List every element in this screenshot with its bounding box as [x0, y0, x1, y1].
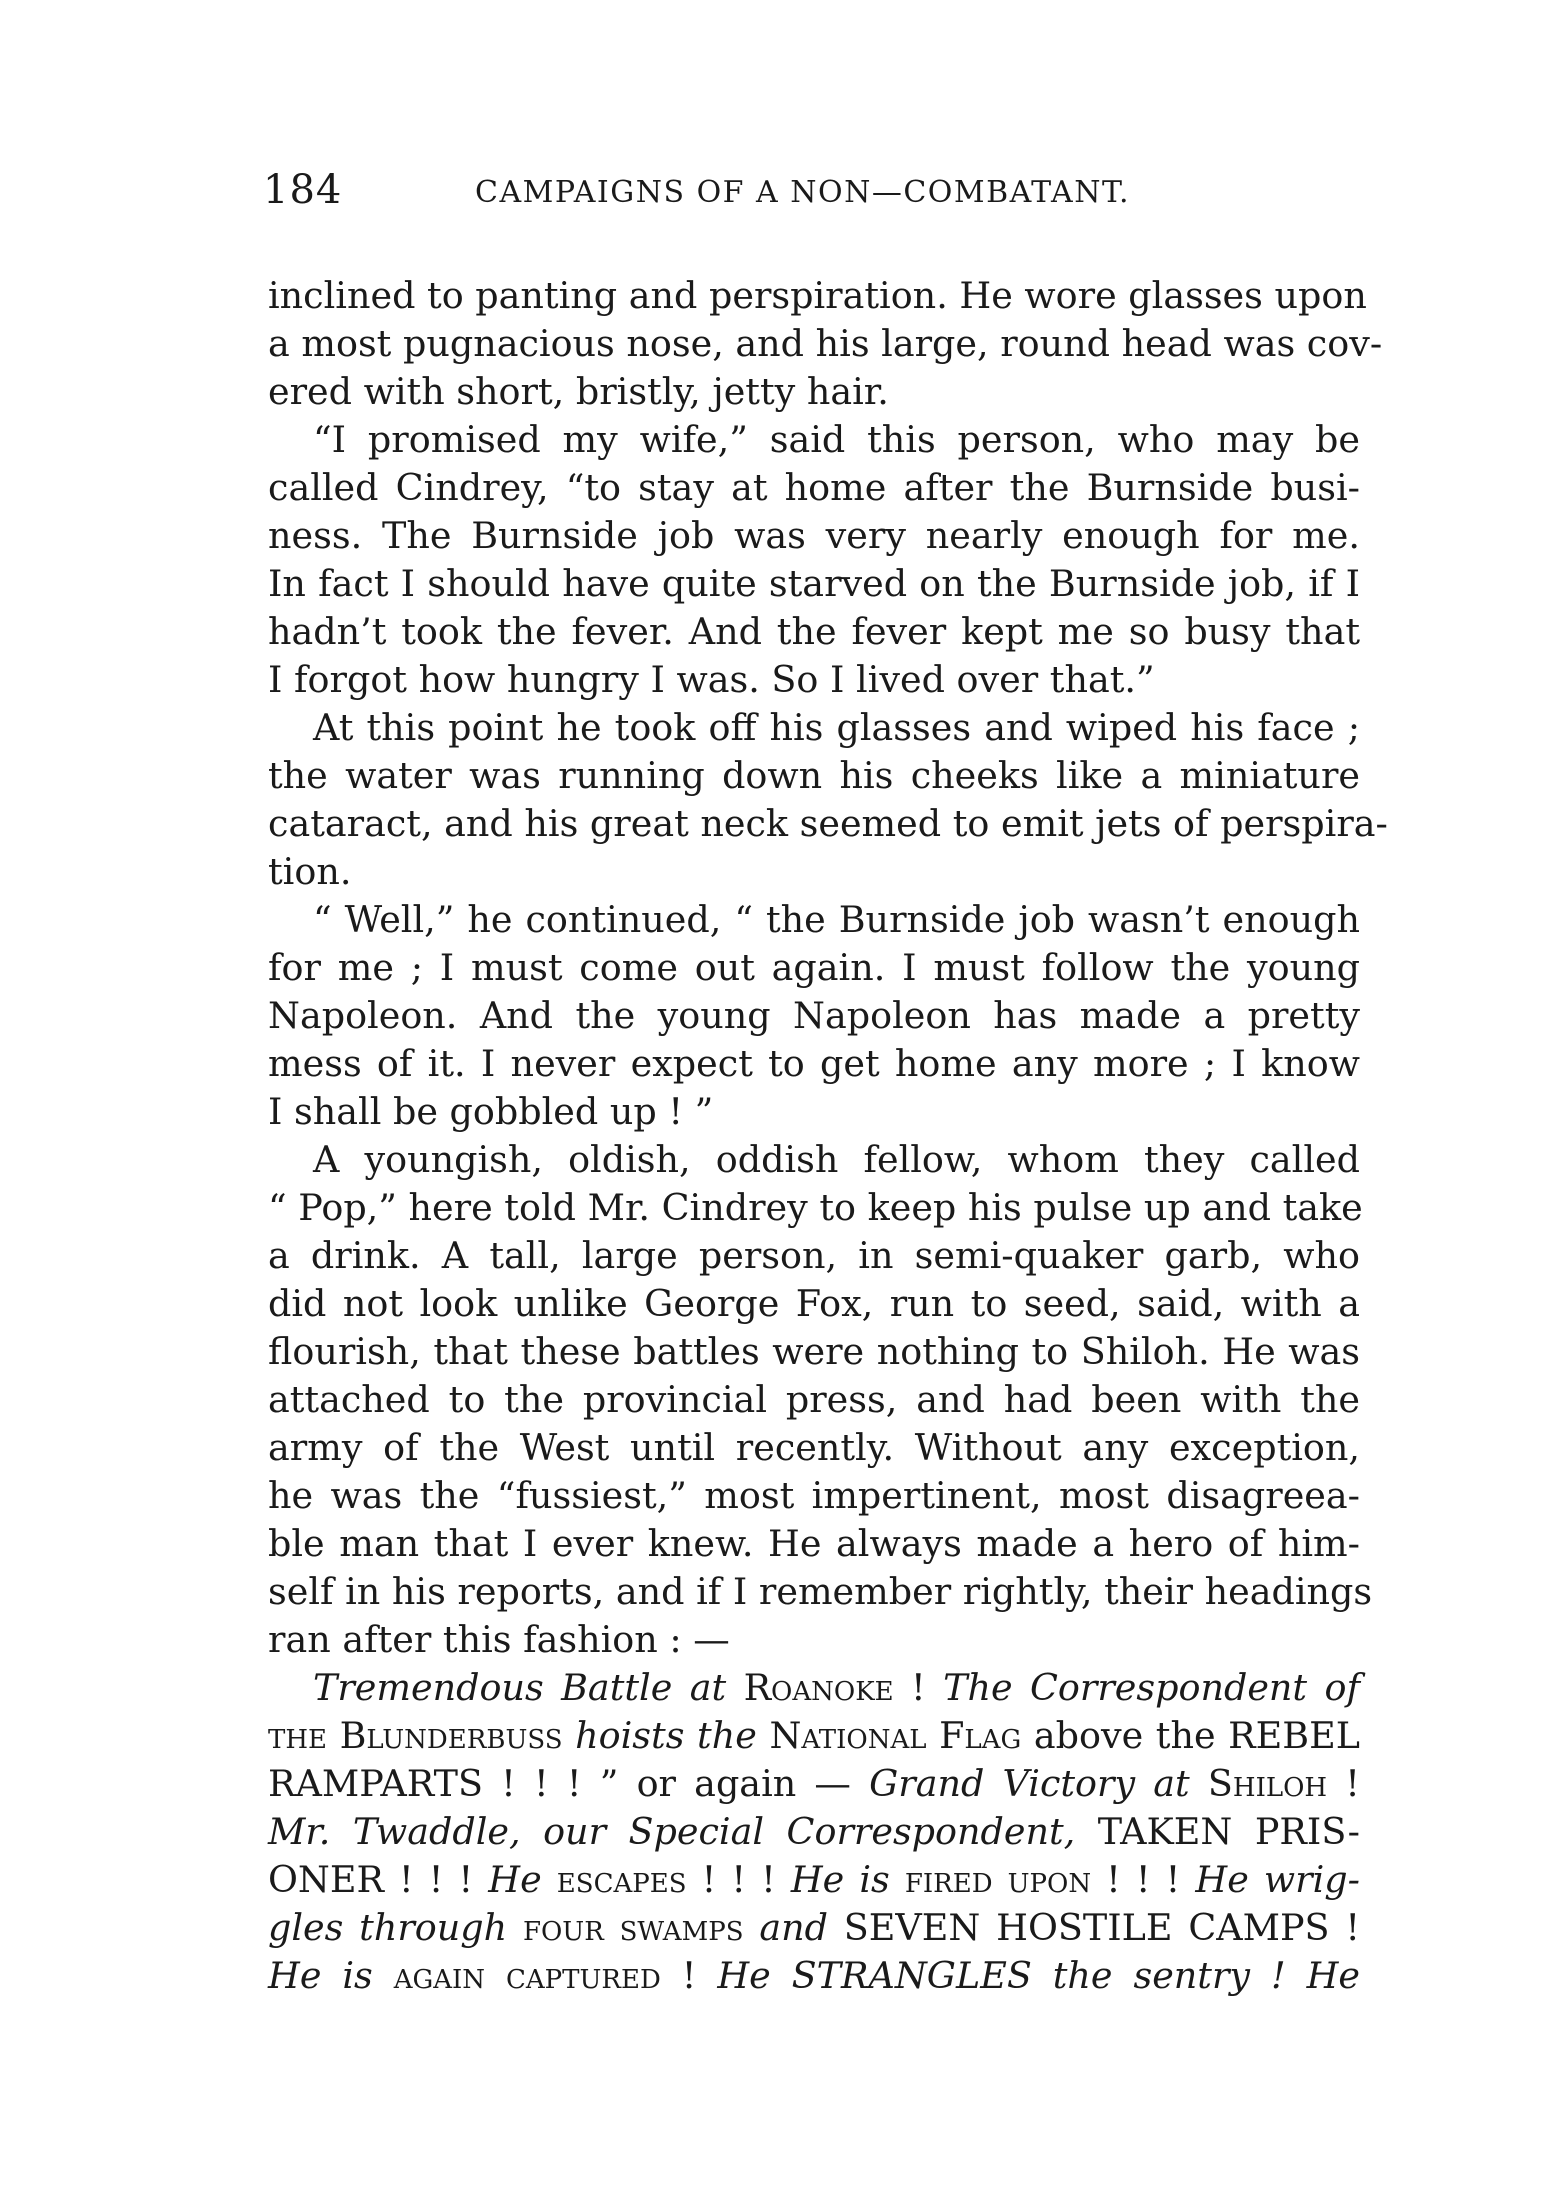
- headline-line: gles through four swamps and SEVEN HOSTILE CAMPS !: [268, 1906, 1360, 1949]
- text-line: “I promised my wife,” said this person, who may be: [313, 418, 1360, 461]
- text-line: called Cindrey, “to stay at home after the Burnside busi-: [268, 466, 1360, 509]
- text-line: I forgot how hungry I was. So I lived over that.”: [268, 658, 1155, 701]
- text-line: Napoleon. And the young Napoleon has made a pretty: [268, 994, 1360, 1037]
- headline-line: ONER ! ! ! He escapes ! ! ! He is fired upon ! ! ! He wrig-: [268, 1858, 1360, 1901]
- text-line: ble man that I ever knew. He always made a hero of him-: [268, 1522, 1360, 1565]
- text-line: he was the “fussiest,” most impertinent, most disagreea-: [268, 1474, 1360, 1517]
- text-line: a drink. A tall, large person, in semi-quaker garb, who: [268, 1234, 1360, 1277]
- text-line: At this point he took off his glasses and wiped his face ;: [313, 706, 1360, 749]
- text-line: self in his reports, and if I remember rightly, their headings: [268, 1570, 1373, 1613]
- text-line: for me ; I must come out again. I must follow the young: [268, 946, 1360, 989]
- text-line: did not look unlike George Fox, run to seed, said, with a: [268, 1282, 1360, 1325]
- text-line: ness. The Burnside job was very nearly enough for me.: [268, 514, 1360, 557]
- headline-line: Mr. Twaddle, our Special Correspondent, TAKEN PRIS-: [268, 1810, 1360, 1853]
- text-line: the water was running down his cheeks like a miniature: [268, 754, 1360, 797]
- text-line: A youngish, oldish, oddish fellow, whom they called: [313, 1138, 1360, 1181]
- headline-line: the Blunderbuss hoists the National Flag above the REBEL: [268, 1714, 1360, 1757]
- headline-line: He is again captured ! He STRANGLES the sentry ! He: [268, 1954, 1361, 1997]
- text-line: flourish, that these battles were nothing to Shiloh. He was: [268, 1330, 1360, 1373]
- text-line: “ Pop,” here told Mr. Cindrey to keep his pulse up and take: [268, 1186, 1363, 1229]
- text-line: mess of it. I never expect to get home any more ; I know: [268, 1042, 1360, 1085]
- text-line: I shall be gobbled up ! ”: [268, 1090, 714, 1133]
- text-line: ran after this fashion : —: [268, 1618, 730, 1661]
- headline-line: Tremendous Battle at Roanoke ! The Correspondent of: [313, 1666, 1360, 1709]
- page-header: [263, 168, 1363, 218]
- text-line: tion.: [268, 850, 352, 893]
- text-line: hadn’t took the fever. And the fever kept me so busy that: [268, 610, 1360, 653]
- text-line: a most pugnacious nose, and his large, round head was cov-: [268, 322, 1383, 365]
- text-line: inclined to panting and perspiration. He wore glasses upon: [268, 274, 1367, 317]
- text-line: ered with short, bristly, jetty hair.: [268, 370, 889, 413]
- text-line: In fact I should have quite starved on the Burnside job, if I: [268, 562, 1360, 605]
- text-line: attached to the provincial press, and had been with the: [268, 1378, 1360, 1421]
- running-head: CAMPAIGNS OF A NON—COMBATANT.: [475, 175, 1131, 210]
- text-line: “ Well,” he continued, “ the Burnside job wasn’t enough: [313, 898, 1360, 941]
- text-line: army of the West until recently. Without any exception,: [268, 1426, 1360, 1469]
- page-number: 184: [263, 167, 343, 213]
- text-line: cataract, and his great neck seemed to emit jets of perspira-: [268, 802, 1388, 845]
- headline-line: RAMPARTS ! ! ! ” or again — Grand Victory at Shiloh !: [268, 1762, 1360, 1805]
